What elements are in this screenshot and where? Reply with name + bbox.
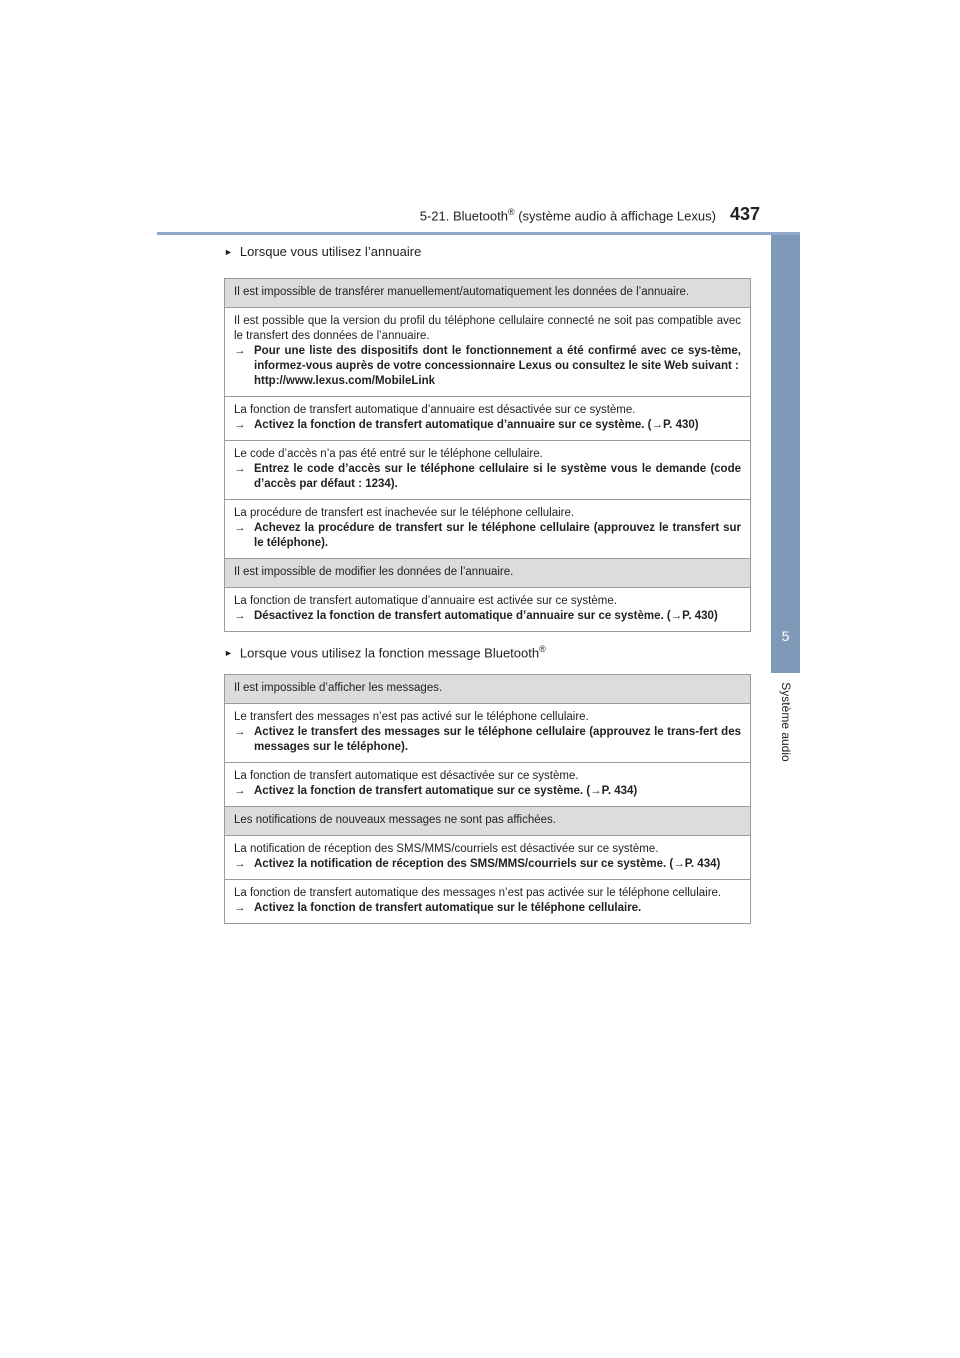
table-row: [225, 675, 751, 704]
table-row: [225, 763, 751, 807]
table-row: [225, 836, 751, 880]
header-rule: [157, 232, 800, 235]
page-header: [340, 204, 760, 225]
cause-cell: [225, 397, 751, 441]
table-row: [225, 441, 751, 500]
cause-text: Le code d’accès n’a pas été entré sur le téléphone cellulaire.: [234, 448, 543, 460]
symptom-cell: [225, 559, 751, 588]
table-row: [225, 500, 751, 559]
remedy: [234, 725, 741, 755]
arrow-icon: →: [234, 463, 246, 475]
cause-cell: [225, 441, 751, 500]
remedy-url: http://www.lexus.com/MobileLink: [254, 375, 436, 387]
cause-text: La fonction de transfert automatique est désactivée sur ce système.: [234, 770, 579, 782]
section-heading-phonebook: ► Lorsque vous utilisez l’annuaire: [224, 244, 422, 259]
table-row: [225, 704, 751, 763]
table-row: [225, 807, 751, 836]
arrow-icon: →: [234, 419, 246, 431]
remedy-text: Désactivez la fonction de transfert automatique d’annuaire sur ce système. (→P. 430): [254, 610, 718, 622]
messages-troubleshooting-table: [224, 674, 751, 924]
page-number: 437: [729, 204, 760, 224]
arrow-icon: →: [234, 610, 246, 622]
triangle-bullet-icon: ►: [224, 648, 233, 659]
arrow-icon: →: [234, 902, 246, 914]
chapter-label: Système audio: [778, 682, 793, 762]
remedy-text: Activez la fonction de transfert automatique sur ce système. (→P. 434): [254, 785, 638, 797]
chapter-title: 5-21. Bluetooth® (système audio à affichage Lexus): [419, 206, 716, 223]
remedy-text: Activez la fonction de transfert automatique sur le téléphone cellulaire.: [254, 902, 642, 914]
remedy: [234, 521, 741, 551]
cause-cell: [225, 836, 751, 880]
symptom-text: Il est impossible de transférer manuellement/automatiquement les données de l’annuaire.: [234, 286, 690, 298]
cause-cell: [225, 500, 751, 559]
arrow-icon: →: [234, 858, 246, 870]
remedy-text: Activez la notification de réception des SMS/MMS/courriels sur ce système. (→P. 434): [254, 858, 721, 870]
arrow-icon: →: [234, 345, 246, 357]
table-row: [225, 308, 751, 397]
cause-cell: [225, 308, 751, 397]
table-row: [225, 588, 751, 632]
cause-text: La fonction de transfert automatique d’annuaire est désactivée sur ce système.: [234, 404, 636, 416]
remedy: [234, 901, 741, 916]
remedy-text: Achevez la procédure de transfert sur le téléphone cellulaire (approuvez le transfert sur le téléphone).: [254, 522, 741, 549]
remedy: [234, 784, 741, 799]
remedy: [234, 344, 741, 374]
symptom-text: Les notifications de nouveaux messages ne sont pas affichées.: [234, 814, 556, 826]
arrow-icon: →: [234, 785, 246, 797]
table-row: [225, 880, 751, 924]
cause-cell: [225, 763, 751, 807]
cause-text: La procédure de transfert est inachevée sur le téléphone cellulaire.: [234, 507, 575, 519]
cause-cell: [225, 588, 751, 632]
remedy-text: Activez la fonction de transfert automatique d’annuaire sur ce système. (→P. 430): [254, 419, 699, 431]
arrow-icon: →: [234, 522, 246, 534]
triangle-bullet-icon: ►: [224, 247, 233, 257]
remedy-text: Pour une liste des dispositifs dont le fonctionnement a été confirmé avec ce sys-tème, informez-vous auprès de votre concessionnaire Lexus ou consultez le site Web suivant :: [254, 345, 741, 372]
cause-text: La fonction de transfert automatique d’annuaire est activée sur ce système.: [234, 595, 617, 607]
table-row: [225, 397, 751, 441]
remedy: [234, 857, 741, 872]
chapter-number: 5: [781, 628, 790, 644]
remedy-text: Entrez le code d’accès sur le téléphone cellulaire si le système vous le demande (code d’accès par défaut : 1234).: [254, 463, 741, 490]
symptom-cell: [225, 807, 751, 836]
cause-text: La fonction de transfert automatique des messages n’est pas activée sur le téléphone cellulaire.: [234, 887, 722, 899]
remedy: [234, 418, 741, 433]
cause-text: La notification de réception des SMS/MMS/courriels est désactivée sur ce système.: [234, 843, 659, 855]
remedy: [234, 462, 741, 492]
symptom-text: Il est impossible d’afficher les messages.: [234, 682, 443, 694]
section-heading-messages: ► Lorsque vous utilisez la fonction message Bluetooth®: [224, 644, 546, 661]
symptom-text: Il est impossible de modifier les données de l’annuaire.: [234, 566, 514, 578]
cause-text: Il est possible que la version du profil du téléphone cellulaire connecté ne soit pas compatible avec le transfert des données de l’annuaire.: [234, 315, 741, 342]
cause-cell: [225, 880, 751, 924]
table-row: [225, 279, 751, 308]
remedy: [234, 609, 741, 624]
cause-cell: [225, 704, 751, 763]
symptom-cell: [225, 279, 751, 308]
cause-text: Le transfert des messages n’est pas activé sur le téléphone cellulaire.: [234, 711, 589, 723]
remedy-text: Activez le transfert des messages sur le téléphone cellulaire (approuvez le trans-fert des messages sur le téléphone).: [254, 726, 741, 753]
arrow-icon: →: [234, 726, 246, 738]
symptom-cell: [225, 675, 751, 704]
phonebook-troubleshooting-table: [224, 278, 751, 632]
chapter-side-tab: [771, 235, 800, 673]
table-row: [225, 559, 751, 588]
